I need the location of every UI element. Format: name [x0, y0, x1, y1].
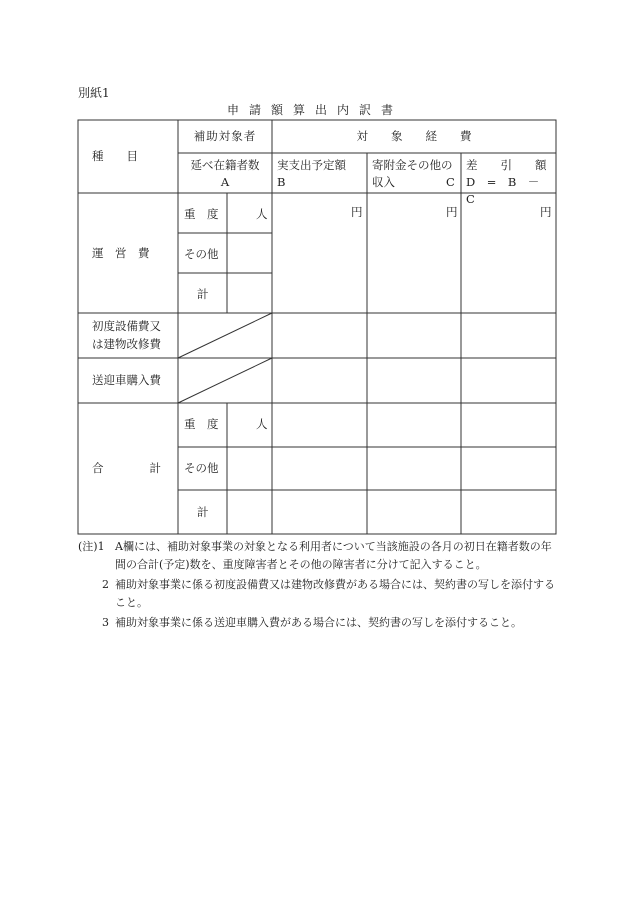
- attachment-label: 別紙1: [78, 86, 110, 100]
- diagonal-slash-vehicle: [178, 358, 272, 403]
- operating-other-label: その他: [184, 247, 219, 261]
- header-type: 種 目: [92, 149, 138, 163]
- note-text: A欄には、補助対象事業の対象となる利用者について当該施設の各月の初日在籍者数の年間の合計(予定)数を、重度障害者とその他の障害者に分けて記入すること。: [115, 540, 552, 571]
- header-donation-letter: C: [446, 175, 455, 189]
- note-item: [78, 538, 558, 574]
- note-item: [78, 614, 558, 632]
- note-number: (注)1: [78, 540, 105, 553]
- header-actual-expense: 実支出予定額: [277, 158, 346, 172]
- row-initial-equipment-line2: は建物改修費: [92, 337, 161, 351]
- yen-unit-c: 円: [446, 205, 458, 219]
- header-enrolled-letter: A: [220, 175, 230, 189]
- notes-section: [78, 538, 558, 632]
- note-item: [78, 576, 558, 612]
- note-text: 補助対象事業に係る送迎車購入費がある場合には、契約書の写しを添付すること。: [115, 616, 522, 629]
- note-text: 補助対象事業に係る初度設備費又は建物改修費がある場合には、契約書の写しを添付すること。: [115, 578, 555, 609]
- row-operating: 運 営 費: [92, 246, 150, 260]
- header-difference-formula: D = B － C: [466, 175, 551, 206]
- operating-severe-label: 重 度: [184, 207, 219, 221]
- yen-unit-b: 円: [351, 205, 363, 219]
- operating-persons-unit: 人: [256, 207, 268, 221]
- yen-unit-d: 円: [540, 205, 552, 219]
- diagonal-slash-initial: [178, 313, 272, 358]
- row-initial-equipment: 初度設備費又: [92, 319, 161, 333]
- header-target-cost: 対 象 経 費: [356, 129, 472, 143]
- header-donation: 寄附金その他の: [372, 158, 453, 172]
- header-enrolled-count: 延べ在籍者数: [190, 158, 260, 172]
- header-actual-letter: B: [277, 175, 286, 189]
- document-title: 申請額算出内訳書: [226, 103, 403, 117]
- total-subtotal-label: 計: [197, 505, 209, 519]
- header-difference: 差 引 額: [466, 158, 547, 172]
- total-persons-unit: 人: [256, 417, 268, 431]
- total-other-label: その他: [184, 461, 219, 475]
- header-subsidy-target: 補助対象者: [193, 129, 257, 143]
- row-vehicle: 送迎車購入費: [92, 373, 161, 387]
- total-severe-label: 重 度: [184, 417, 219, 431]
- note-number: 2: [102, 578, 109, 591]
- header-donation-line2: 収入: [372, 175, 395, 189]
- row-total: 合 計: [92, 461, 161, 475]
- note-number: 3: [102, 616, 109, 629]
- operating-subtotal-label: 計: [197, 287, 209, 301]
